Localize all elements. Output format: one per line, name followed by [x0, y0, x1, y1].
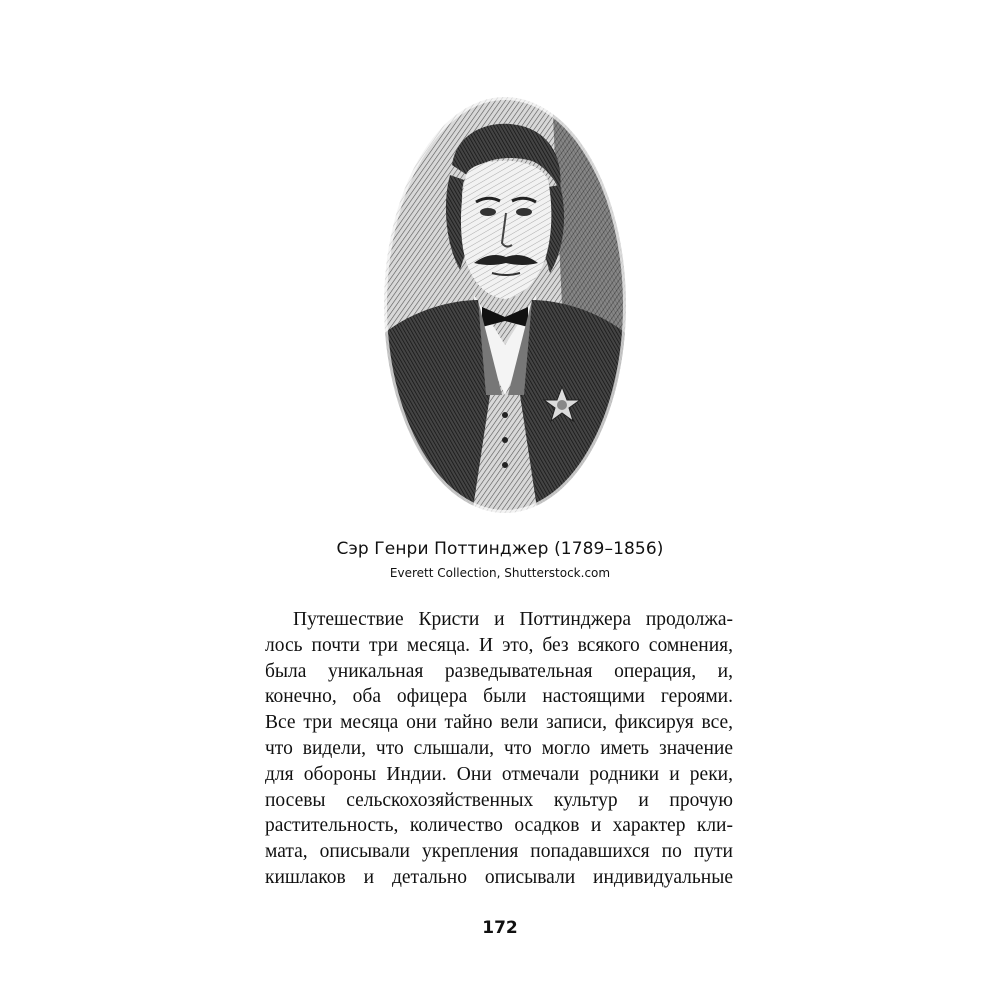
figure-caption: Сэр Генри Поттинджер (1789–1856) [336, 539, 664, 559]
portrait-illustration [382, 95, 628, 515]
text-line: была уникальная разведывательная операция, и, [265, 660, 733, 682]
text-line: кишлаков и детально описывали индивидуальные [265, 866, 733, 888]
text-line: мата, описывали укрепления попадавшихся по пути [265, 841, 733, 863]
text-line: посевы сельскохозяйственных культур и прочую [265, 789, 733, 811]
portrait-engraving [382, 95, 628, 515]
text-line: что видели, что слышали, что могло иметь значение [265, 737, 733, 759]
page-number: 172 [482, 918, 518, 938]
figure-credit: Everett Collection, Shutterstock.com [389, 566, 611, 580]
text-line: растительность, количество осадков и характер кли- [265, 815, 733, 837]
text-line: Путешествие Кристи и Поттинджера продолжа- [293, 609, 733, 630]
body-paragraph [265, 607, 733, 891]
text-line: Все три месяца они тайно вели записи, фиксируя все, [265, 712, 733, 734]
text-line: лось почти три месяца. И это, без всякого сомнения, [265, 634, 733, 656]
text-line: для обороны Индии. Они отмечали родники и реки, [265, 763, 733, 785]
text-line: конечно, оба офицера были настоящими героями. [265, 686, 733, 708]
